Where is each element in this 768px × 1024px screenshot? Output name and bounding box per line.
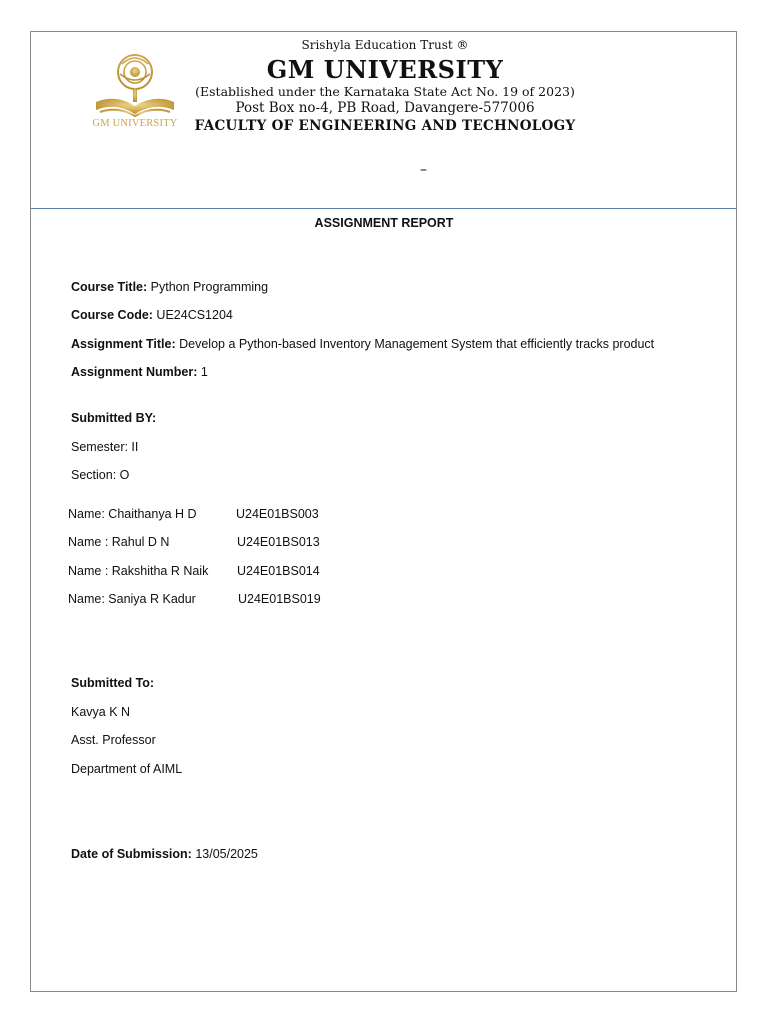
report-title: ASSIGNMENT REPORT: [314, 216, 454, 230]
member-usn: U24E01BS019: [238, 592, 321, 606]
submitted-to-heading: [71, 676, 154, 690]
member-usn: U24E01BS013: [237, 535, 320, 549]
assignment-number-label: Assignment Number:: [71, 365, 198, 379]
member-name: Name : Rahul D N: [68, 535, 170, 549]
submission-date-line: [71, 847, 258, 861]
member-row: [68, 564, 320, 578]
faculty-guide-department: Department of AIML: [71, 762, 183, 776]
header-divider: [31, 208, 736, 209]
faculty-guide-designation: Asst. Professor: [71, 733, 156, 747]
course-code-label: Course Code:: [71, 308, 153, 322]
course-title-label: Course Title:: [71, 280, 148, 294]
trust-name: Srishyla Education Trust ®: [301, 38, 469, 52]
member-name: Name : Rakshitha R Naik: [68, 564, 209, 578]
submitted-by-label: Submitted BY:: [71, 411, 157, 425]
assignment-number-value: 1: [197, 365, 208, 379]
establishment-note: (Established under the Karnataka State Act No. 19 of 2023): [195, 84, 575, 99]
submitted-by-heading: [71, 411, 156, 425]
faculty-guide-name: Kavya K N: [71, 705, 131, 719]
logo-caption: GM UNIVERSITY: [92, 118, 178, 129]
university-name: GM UNIVERSITY: [266, 55, 504, 84]
assignment-title-line: [71, 337, 654, 351]
member-row: [68, 507, 319, 521]
course-title-value: Python Programming: [147, 280, 269, 294]
member-usn: U24E01BS014: [237, 564, 320, 578]
submission-date-value: 13/05/2025: [191, 847, 258, 861]
university-address: Post Box no-4, PB Road, Davangere-577006: [235, 100, 535, 116]
submitted-to-label: Submitted To:: [71, 676, 155, 690]
member-name: Name: Chaithanya H D: [68, 507, 197, 521]
course-title-line: [71, 280, 268, 294]
member-row: [68, 592, 321, 606]
assignment-number-line: [71, 365, 208, 379]
course-code-line: [71, 308, 233, 322]
semester: Semester: II: [71, 440, 139, 454]
section: Section: O: [71, 468, 130, 482]
assignment-title-label: Assignment Title:: [71, 337, 176, 351]
assignment-title-value: Develop a Python-based Inventory Management System that efficiently tracks product: [175, 337, 655, 351]
member-row: [68, 535, 320, 549]
submission-date-label: Date of Submission:: [71, 847, 192, 861]
member-name: Name: Saniya R Kadur: [68, 592, 196, 606]
member-usn: U24E01BS003: [236, 507, 319, 521]
header-dash: –: [420, 162, 427, 178]
course-code-value: UE24CS1204: [152, 308, 233, 322]
faculty-name: FACULTY OF ENGINEERING AND TECHNOLOGY: [194, 118, 576, 134]
